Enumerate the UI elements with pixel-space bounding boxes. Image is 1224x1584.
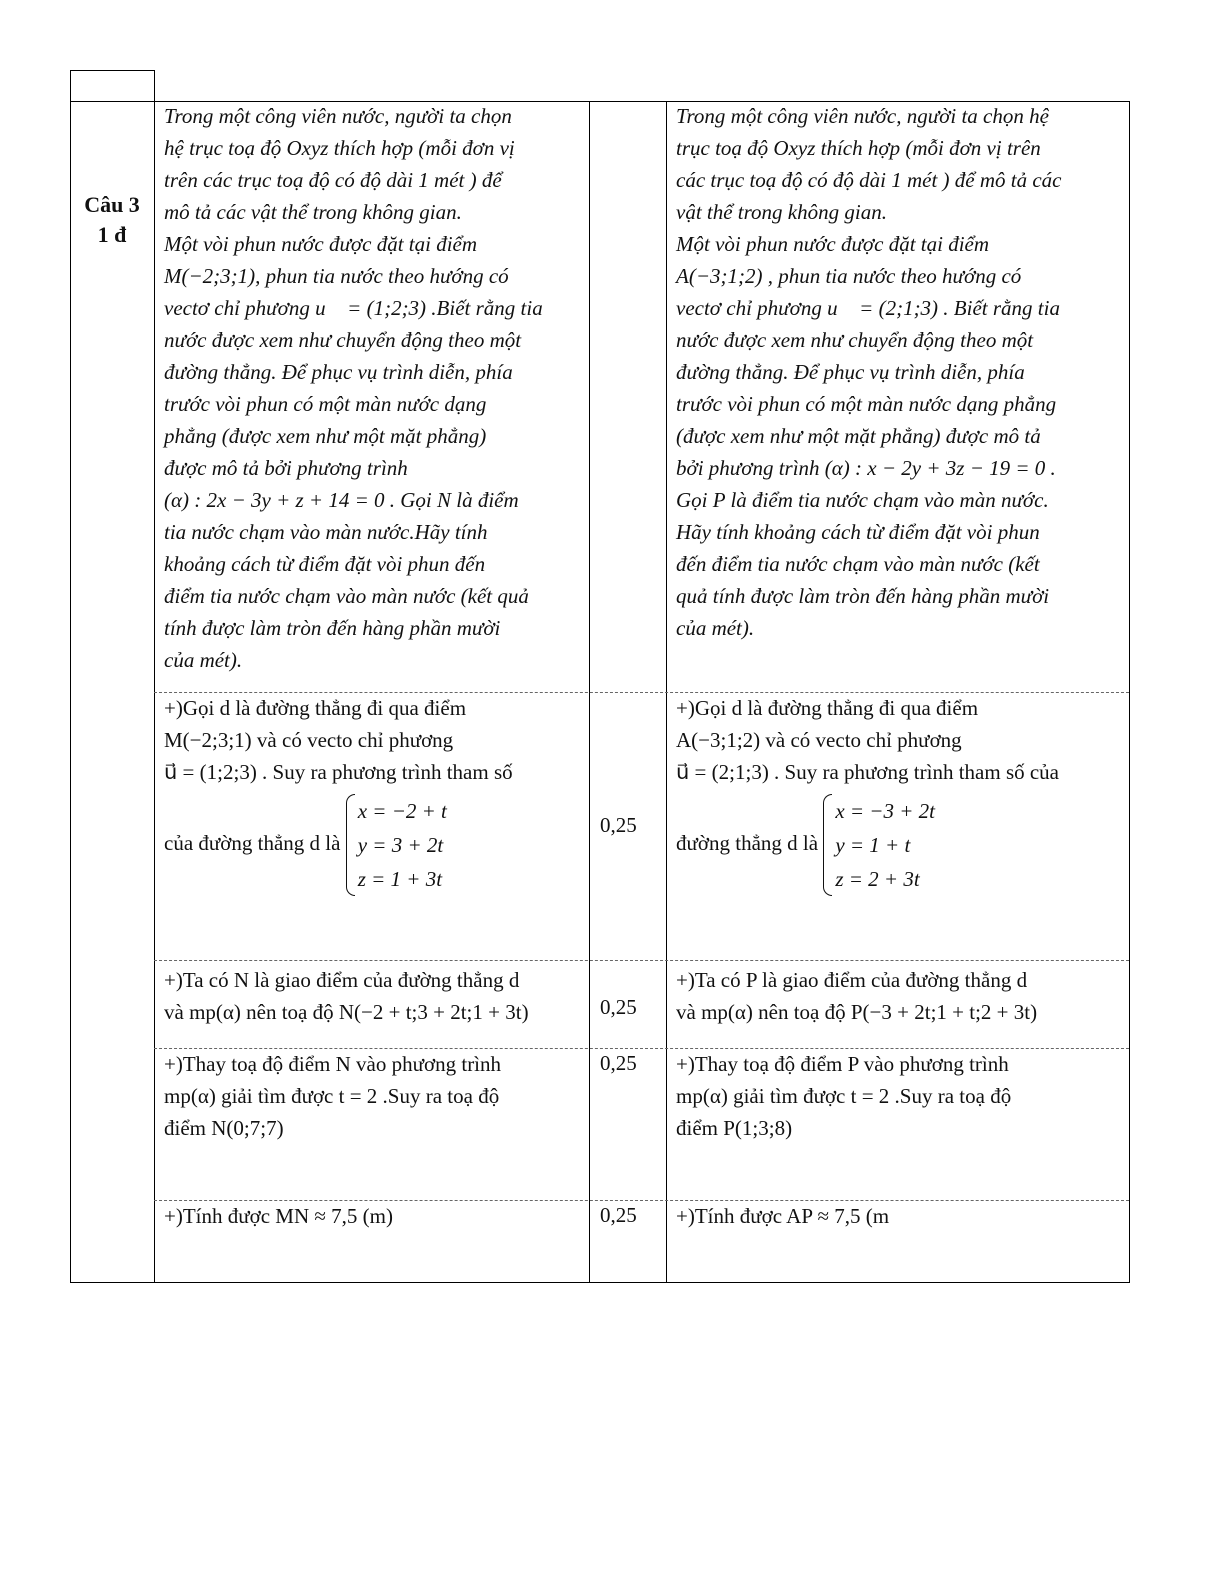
right-system-z: z = 2 + 3t (835, 867, 920, 891)
problem-line: của mét). (164, 648, 243, 672)
question-points: 1 đ (97, 222, 127, 247)
problem-line: được mô tả bởi phương trình (164, 456, 408, 480)
problem-line: quả tính được làm tròn đến hàng phần mười (676, 584, 1050, 608)
problem-line: các trục toạ độ có độ dài 1 mét ) để mô tả các (676, 168, 1062, 192)
left-step-1-prefix: của đường thẳng d là (164, 830, 341, 855)
col-border-0 (70, 70, 71, 1283)
problem-line: Gọi P là điểm tia nước chạm vào màn nước. (676, 488, 1049, 512)
right-step-1 (676, 692, 1120, 896)
problem-line: tính được làm tròn đến hàng phần mười (164, 616, 501, 640)
problem-line: tia nước chạm vào màn nước.Hãy tính (164, 520, 488, 544)
problem-line: trước vòi phun có một màn nước dạng (164, 392, 487, 416)
solution-line: +)Thay toạ độ điểm P vào phương trình (676, 1052, 1009, 1076)
problem-line: đường thẳng. Để phục vụ trình diễn, phía (676, 360, 1025, 384)
problem-line: của mét). (676, 616, 755, 640)
col-border-4 (1129, 101, 1130, 1283)
solution-line: +)Ta có P là giao điểm của đường thẳng d (676, 968, 1028, 992)
problem-line: vectơ chỉ phương u⃗ = (1;2;3) .Biết rằng tia (164, 296, 543, 320)
score-step-2: 0,25 (600, 995, 637, 1019)
right-step-1-prefix: đường thẳng d là (676, 830, 819, 855)
score-step-4: 0,25 (600, 1203, 637, 1227)
solution-line: +)Thay toạ độ điểm N vào phương trình (164, 1052, 502, 1076)
problem-line: đến điểm tia nước chạm vào màn nước (kết (676, 552, 1040, 576)
problem-line: trục toạ độ Oxyz thích hợp (mỗi đơn vị trên (676, 136, 1041, 160)
right-step-3 (676, 1048, 1120, 1144)
left-problem-statement (164, 100, 584, 676)
solution-line: +)Ta có N là giao điểm của đường thẳng d (164, 968, 520, 992)
table-bottom-border (70, 1282, 1130, 1283)
problem-line: Một vòi phun nước được đặt tại điểm (164, 232, 478, 256)
right-problem-statement (676, 100, 1120, 644)
problem-line: A(−3;1;2) , phun tia nước theo hướng có (676, 264, 1022, 288)
brace-icon (823, 794, 832, 896)
problem-line: trên các trục toạ độ có độ dài 1 mét ) để (164, 168, 502, 192)
solution-line: +)Gọi d là đường thẳng đi qua điểm (164, 696, 467, 720)
row-separator-2 (154, 960, 1129, 961)
problem-line: vật thể trong không gian. (676, 200, 887, 224)
problem-line: nước được xem như chuyển động theo một (676, 328, 1034, 352)
problem-line: M(−2;3;1), phun tia nước theo hướng có (164, 264, 509, 288)
solution-line: mp(α) giải tìm được t = 2 .Suy ra toạ độ (676, 1084, 1012, 1108)
problem-line: vectơ chỉ phương u⃗ = (2;1;3) . Biết rằng tia (676, 296, 1060, 320)
problem-line: Trong một công viên nước, người ta chọn hệ (676, 104, 1049, 128)
solution-line: điểm N(0;7;7) (164, 1116, 284, 1140)
problem-line: Trong một công viên nước, người ta chọn (164, 104, 512, 128)
problem-line: hệ trục toạ độ Oxyz thích hợp (mỗi đơn vị (164, 136, 515, 160)
problem-line: (được xem như một mặt phẳng) được mô tả (676, 424, 1041, 448)
solution-line: u⃗ = (2;1;3) . Suy ra phương trình tham số của (676, 760, 1060, 784)
solution-line: +)Gọi d là đường thẳng đi qua điểm (676, 696, 979, 720)
left-system-y: y = 3 + 2t (357, 833, 444, 857)
solution-line: M(−2;3;1) và có vecto chỉ phương (164, 728, 454, 752)
left-system-x: x = −2 + t (357, 799, 447, 823)
right-system-y: y = 1 + t (835, 833, 911, 857)
problem-line: nước được xem như chuyển động theo một (164, 328, 522, 352)
left-step-1 (164, 692, 584, 896)
right-step-2 (676, 964, 1120, 1028)
brace-icon (346, 794, 355, 896)
problem-line: khoảng cách từ điểm đặt vòi phun đến (164, 552, 486, 576)
problem-line: trước vòi phun có một màn nước dạng phẳng (676, 392, 1057, 416)
solution-line: mp(α) giải tìm được t = 2 .Suy ra toạ độ (164, 1084, 500, 1108)
left-system-z: z = 1 + 3t (357, 867, 443, 891)
col-border-1 (154, 70, 155, 1283)
left-step-2 (164, 964, 584, 1028)
problem-line: phẳng (được xem như một mặt phẳng) (164, 424, 487, 448)
problem-line: đường thẳng. Để phục vụ trình diễn, phía (164, 360, 513, 384)
header-box-top (70, 70, 154, 71)
score-step-1: 0,25 (600, 813, 637, 837)
score-step-3: 0,25 (600, 1051, 637, 1075)
solution-line: điểm P(1;3;8) (676, 1116, 793, 1140)
solution-line: và mp(α) nên toạ độ P(−3 + 2t;1 + t;2 + 3t) (676, 1000, 1038, 1024)
right-parametric-system (823, 794, 935, 896)
problem-line: Một vòi phun nước được đặt tại điểm (676, 232, 990, 256)
left-step-3 (164, 1048, 584, 1144)
solution-line: u⃗ = (1;2;3) . Suy ra phương trình tham số (164, 760, 513, 784)
question-label-cell (72, 190, 152, 250)
problem-line: điểm tia nước chạm vào màn nước (kết quả (164, 584, 529, 608)
right-step-4: +)Tính được AP ≈ 7,5 (m (676, 1204, 890, 1228)
solution-line: và mp(α) nên toạ độ N(−2 + t;3 + 2t;1 + 3t) (164, 1000, 529, 1024)
right-system-x: x = −3 + 2t (835, 799, 935, 823)
left-parametric-system (346, 794, 447, 896)
left-step-4: +)Tính được MN ≈ 7,5 (m) (164, 1204, 393, 1228)
problem-line: Hãy tính khoảng cách từ điểm đặt vòi phun (676, 520, 1040, 544)
problem-line: bởi phương trình (α) : x − 2y + 3z − 19 = 0 . (676, 456, 1056, 480)
solution-line: A(−3;1;2) và có vecto chỉ phương (676, 728, 962, 752)
problem-line: mô tả các vật thể trong không gian. (164, 200, 462, 224)
problem-line: (α) : 2x − 3y + z + 14 = 0 . Gọi N là điểm (164, 488, 519, 512)
question-label: Câu 3 (84, 192, 140, 217)
